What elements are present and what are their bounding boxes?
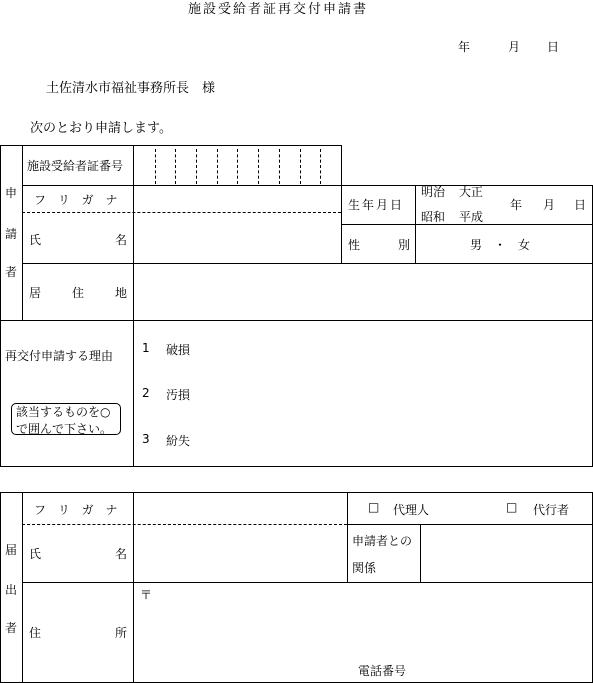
birthdate-label: 生年月日 bbox=[348, 198, 405, 212]
notifier-section-char-2: 出 bbox=[4, 583, 17, 597]
address-label-b: 住 bbox=[72, 286, 85, 300]
form-title: 施設受給者証再交付申請書 bbox=[188, 2, 369, 17]
date-month-label: 月 bbox=[508, 40, 521, 54]
gender-label-b: 別 bbox=[398, 238, 411, 252]
applicant-name-label-a: 氏 bbox=[29, 233, 42, 247]
applicant-furigana-label: フ リ ガ ナ bbox=[34, 193, 122, 207]
proxy-checkbox[interactable]: □ bbox=[368, 500, 380, 514]
notifier-section-char-3: 者 bbox=[4, 621, 17, 635]
agent-checkbox[interactable]: □ bbox=[506, 500, 518, 514]
reason-option-3-num: 3 bbox=[142, 432, 150, 446]
reason-option-1-num: 1 bbox=[142, 341, 150, 355]
notifier-address-label-b: 所 bbox=[115, 626, 128, 640]
gender-options: 男 ・ 女 bbox=[470, 238, 531, 252]
reason-option-1-text: 破損 bbox=[166, 343, 191, 357]
cert-number-label: 施設受給者証番号 bbox=[27, 159, 124, 173]
reason-note-line1: 該当するものを○ bbox=[16, 405, 111, 419]
applicant-section-char-3: 者 bbox=[4, 265, 17, 279]
applicant-name-label-b: 名 bbox=[115, 233, 128, 247]
relation-label-2: 関係 bbox=[352, 561, 377, 575]
reason-note-line2: で囲んで下さい。 bbox=[16, 422, 113, 436]
date-year-label: 年 bbox=[458, 40, 471, 54]
reason-option-3-text: 紛失 bbox=[166, 434, 191, 448]
birth-year-unit: 年 bbox=[510, 198, 523, 212]
addressee: 土佐清水市福祉事務所長 様 bbox=[46, 81, 216, 96]
notifier-address-label-a: 住 bbox=[29, 626, 42, 640]
birth-day-unit: 日 bbox=[574, 198, 587, 212]
agent-label: 代行者 bbox=[533, 503, 570, 517]
reason-option-2-text: 汚損 bbox=[166, 388, 191, 402]
reason-label: 再交付申請する理由 bbox=[5, 349, 114, 363]
address-label-a: 居 bbox=[29, 286, 42, 300]
address-label-c: 地 bbox=[115, 286, 128, 300]
applicant-section-char-1: 申 bbox=[4, 186, 17, 200]
intro-text: 次のとおり申請します。 bbox=[30, 121, 172, 136]
gender-label-a: 性 bbox=[348, 238, 361, 252]
notifier-name-label-b: 名 bbox=[115, 547, 128, 561]
notifier-section-char-1: 届 bbox=[4, 543, 17, 557]
birth-month-unit: 月 bbox=[543, 198, 556, 212]
era-heisei: 平成 bbox=[459, 210, 484, 224]
notifier-name-label-a: 氏 bbox=[29, 547, 42, 561]
era-taisho: 大正 bbox=[459, 185, 484, 199]
relation-label-1: 申請者との bbox=[352, 534, 413, 548]
postal-mark: 〒 bbox=[140, 588, 153, 602]
era-meiji: 明治 bbox=[421, 185, 446, 199]
reason-option-2-num: 2 bbox=[142, 386, 150, 400]
proxy-label: 代理人 bbox=[393, 503, 430, 517]
phone-label: 電話番号 bbox=[358, 664, 407, 678]
notifier-furigana-label: フ リ ガ ナ bbox=[34, 503, 122, 517]
era-showa: 昭和 bbox=[421, 210, 446, 224]
applicant-section-char-2: 請 bbox=[4, 227, 17, 241]
date-day-label: 日 bbox=[547, 40, 560, 54]
